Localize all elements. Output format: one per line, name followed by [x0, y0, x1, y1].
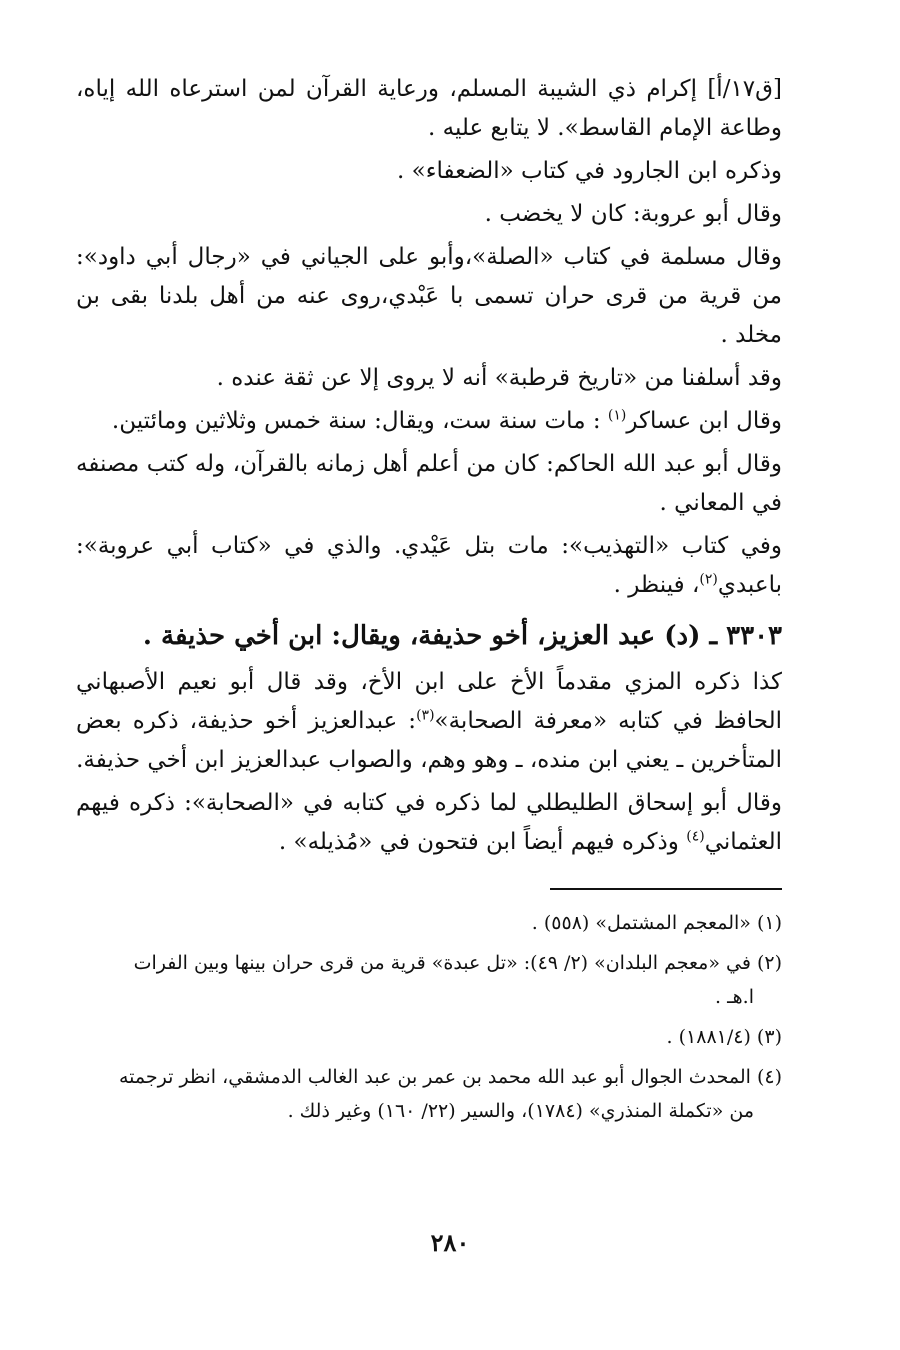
- paragraph-5: وقد أسلفنا من «تاريخ قرطبة» أنه لا يروى إلا عن ثقة عنده .: [216, 365, 782, 391]
- footnote-3: (٣) (١٨٨١/٤) .: [666, 1026, 782, 1048]
- footnote-2-continuation: ا.هـ .: [715, 986, 754, 1008]
- paragraph-10: وقال أبو إسحاق الطليطلي لما ذكره في كتابه في «الصحابة»: ذكره فيهم العثماني$^{(٤)}$ وذكره فيهم أيضاً ابن فتحون في «مُذيله» .: [76, 790, 782, 855]
- footnote-ref-4: (٤): [686, 828, 705, 845]
- footnote-2: (٢) في «معجم البلدان» (٢/ ٤٩): «تل عبدة» قرية من قرى حران بينها وبين الفرات ا.هـ .: [133, 952, 782, 1008]
- paragraph-2: وذكره ابن الجارود في كتاب «الضعفاء» .: [397, 158, 782, 184]
- paragraph-8: وفي كتاب «التهذيب»: مات بتل عَيْدي. والذي في «كتاب أبي عروبة»: باعبدي$^{(٢)}$، فينظر .: [76, 533, 782, 598]
- footnote-1: (١) «المعجم المشتمل» (٥٥٨) .: [531, 912, 782, 934]
- footnote-ref-2: (٢): [699, 571, 718, 588]
- paragraph-9: كذا ذكره المزي مقدماً الأخ على ابن الأخ، وقد قال أبو نعيم الأصبهاني الحافظ في كتابه «معرفة الصحابة»$^{(٣)}$: عبدالعزيز أخو حذيفة، ذكره بعض المتأخرين ـ يعني ابن منده، ـ وهو وهم، والصواب عبدالعزيز ابن أخي حذيفة.: [76, 669, 783, 773]
- paragraph-4: وقال مسلمة في كتاب «الصلة»،وأبو على الجياني في «رجال أبي داود»: من قرية من قرى حران تسمى با عَبْدي،روى عنه من أهل بلدنا بقى بن مخلد .: [76, 244, 782, 348]
- footnote-ref-3: (٣): [416, 707, 435, 724]
- paragraph-6: وقال ابن عساكر$^{(١)}$ : مات سنة ست، ويقال: سنة خمس وثلاثين ومائتين.: [111, 407, 782, 434]
- paragraph-1: [ق١٧/أ] إكرام ذي الشيبة المسلم، ورعاية القرآن لمن استرعاه الله إياه، وطاعة الإمام القاسط». لا يتابع عليه .: [76, 76, 782, 141]
- footnote-4-continuation: من «تكملة المنذري» (١٧٨٤)، والسير (٢٢/ ١٦٠) وغير ذلك .: [287, 1100, 754, 1122]
- page-number: ٢٨٠: [430, 1228, 470, 1257]
- footnotes: [76, 906, 782, 1128]
- entry-heading: ٣٣٠٣ ـ (د) عبد العزيز، أخو حذيفة، ويقال: ابن أخي حذيفة .: [142, 621, 782, 651]
- paragraph-7: وقال أبو عبد الله الحاكم: كان من أعلم أهل زمانه بالقرآن، وله كتب مصنفه في المعاني .: [76, 451, 782, 516]
- footnote-4: (٤) المحدث الجوال أبو عبد الله محمد بن عمر بن عبد الغالب الدمشقي، انظر ترجمته من «تكملة المنذري» (١٧٨٤)، والسير (٢٢/ ١٦٠) وغير ذلك .: [118, 1066, 782, 1122]
- footnote-divider: [550, 888, 782, 890]
- paragraph-3: وقال أبو عروبة: كان لا يخضب .: [484, 201, 782, 227]
- entry-text: [76, 663, 782, 862]
- main-text: [76, 70, 782, 605]
- footnote-ref-1: (١): [607, 407, 627, 424]
